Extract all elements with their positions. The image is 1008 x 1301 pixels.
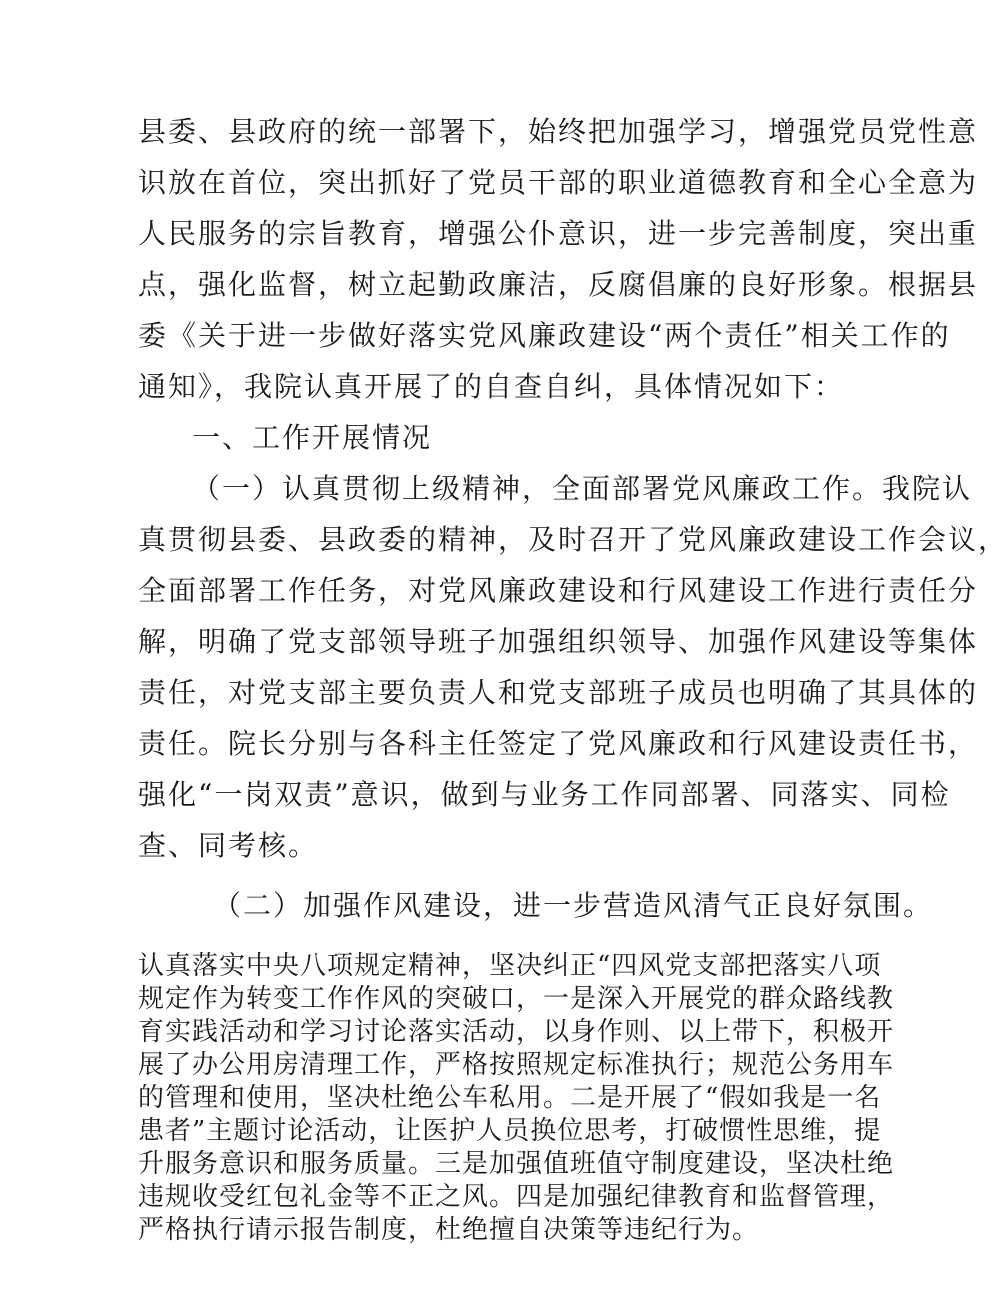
subsection-1-line: 责任。院长分别与各科主任签定了党风廉政和行风建设责任书， [138, 727, 979, 760]
intro-line: 点，强化监督，树立起勤政廉洁，反腐倡廉的良好形象。根据县 [138, 268, 979, 301]
intro-line: 通知》，我院认真开展了的自查自纠，具体情况如下： [138, 370, 845, 403]
intro-line: 识放在首位，突出抓好了党员干部的职业道德教育和全心全意为 [138, 166, 979, 199]
subsection-2-line: 违规收受红包礼金等不正之风。四是加强纪律教育和监督管理， [138, 1182, 895, 1212]
subsection-2-line: 认真落实中央八项规定精神，坚决纠正“四风党支部把落实八项 [138, 951, 882, 981]
subsection-2-line: 规定作为转变工作作风的突破口，一是深入开展党的群众路线教 [138, 984, 895, 1014]
section-heading: 一、工作开展情况 [192, 421, 433, 454]
subsection-2-line: 严格执行请示报告制度，杜绝擅自决策等违纪行为。 [138, 1215, 760, 1245]
subsection-2-line: 育实践活动和学习讨论落实活动，以身作则、以上带下，积极开 [138, 1017, 895, 1047]
subsection-1-line: 查、同考核。 [138, 829, 319, 862]
subsection-2-heading: （二）加强作风建设，进一步营造风清气正良好氛围。 [213, 889, 934, 922]
subsection-1-line: 全面部署工作任务，对党风廉政建设和行风建设工作进行责任分 [138, 574, 979, 607]
subsection-2-line: 展了办公用房清理工作，严格按照规定标准执行；规范公务用车 [138, 1050, 895, 1080]
subsection-2-line: 升服务意识和服务质量。三是加强值班值守制度建设，坚决杜绝 [138, 1149, 895, 1179]
subsection-1-line: 强化“一岗双责”意识，做到与业务工作同部署、同落实、同检 [138, 778, 951, 811]
intro-line: 县委、县政府的统一部署下，始终把加强学习，增强党员党性意 [138, 115, 979, 148]
subsection-1-line: 责任，对党支部主要负责人和党支部班子成员也明确了其具体的 [138, 676, 979, 709]
subsection-1-line: （一）认真贯彻上级精神，全面部署党风廉政工作。我院认 [192, 472, 973, 505]
intro-line: 人民服务的宗旨教育，增强公仆意识，进一步完善制度，突出重 [138, 217, 979, 250]
subsection-2-line: 患者”主题讨论活动，让医护人员换位思考，打破惯性思维，提 [138, 1116, 882, 1146]
intro-line: 委《关于进一步做好落实党风廉政建设“两个责任”相关工作的 [138, 319, 951, 352]
subsection-1-line: 解，明确了党支部领导班子加强组织领导、加强作风建设等集体 [138, 625, 979, 658]
subsection-2-line: 的管理和使用，坚决杜绝公车私用。二是开展了“假如我是一名 [138, 1083, 882, 1113]
subsection-1-line: 真贯彻县委、县政委的精神，及时召开了党风廉政建设工作会议， [138, 523, 1008, 556]
